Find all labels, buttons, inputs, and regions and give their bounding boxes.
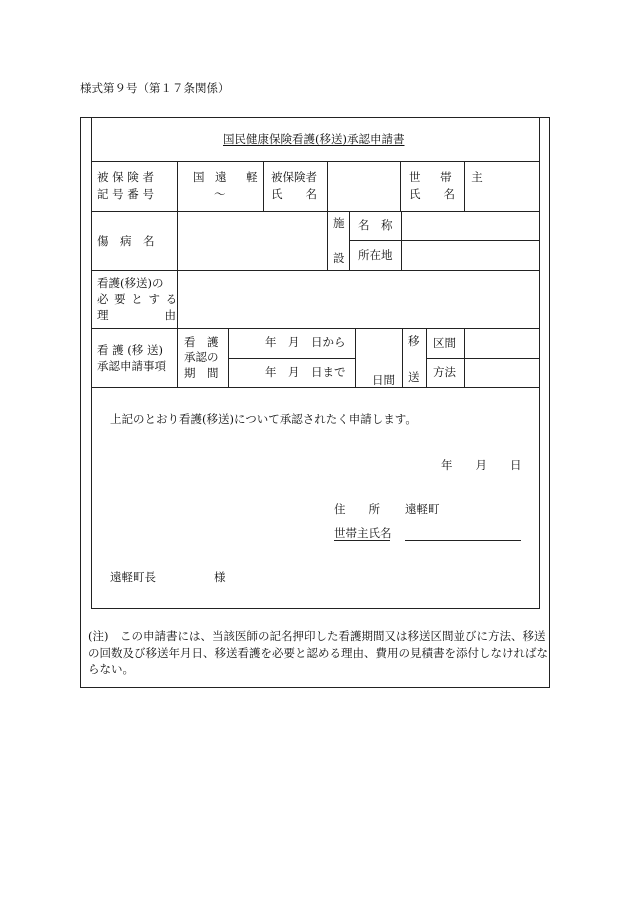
application-matters-label: 看 護 (移 送) — [97, 343, 163, 357]
application-matters-label: 承認申請事項 — [97, 359, 166, 373]
transfer-section-label: 区間 — [433, 336, 456, 350]
reason-label: 看護(移送)の — [97, 276, 164, 290]
table-row-line — [426, 358, 540, 359]
insured-name-label: 氏 名 — [271, 187, 317, 201]
approval-period-label: 承認の — [184, 350, 219, 364]
period-from: 年 月 日から — [265, 335, 346, 349]
application-date: 年 月 日 — [441, 458, 522, 472]
reason-label: 理 由 — [97, 308, 178, 322]
addressee: 遠軽町長 — [110, 570, 156, 584]
footnote: (注) この申請書には、当該医師の記名押印した看護期間又は移送区間並びに方法、移送の回数及び移送年月日、移送看護を必要と認める理由、費用の見積書を添付しなければならない。 — [88, 629, 548, 676]
householder-name-label: 世帯主氏名 — [334, 526, 392, 540]
householder-label: 世 帯 主 — [409, 170, 491, 184]
table-col-line — [464, 328, 465, 387]
period-days: 日間 — [372, 373, 395, 387]
table-col-line — [464, 161, 465, 211]
honorific: 様 — [214, 570, 226, 584]
tilde-mark: ～ — [214, 187, 226, 201]
table-col-line — [228, 328, 229, 387]
insured-name-label: 被保険者 — [271, 170, 317, 184]
table-col-line — [177, 161, 178, 387]
form-title: 国民健康保険看護(移送)承認申請書 — [223, 132, 405, 146]
table-col-line — [349, 211, 350, 270]
table-row-line — [91, 270, 540, 271]
facility-name-label: 名 称 — [358, 218, 393, 232]
insured-number-label: 記 号 番 号 — [97, 187, 154, 201]
facility-address-label: 所在地 — [358, 248, 393, 262]
table-row-line — [228, 358, 355, 359]
table-row-line — [91, 328, 540, 329]
town-label: 遠 軽 — [215, 170, 266, 184]
approval-period-label: 期 間 — [184, 366, 219, 380]
signature-line — [405, 540, 521, 541]
underline — [334, 540, 390, 541]
table-col-line — [400, 161, 401, 211]
table-col-line — [402, 328, 403, 387]
insured-number-label: 被 保 険 者 — [97, 170, 154, 184]
reason-label: 必 要 と す る — [97, 292, 179, 306]
table-border-bottom — [91, 387, 540, 388]
table-row-line — [349, 240, 540, 241]
approval-period-label: 看 護 — [184, 335, 219, 349]
table-col-line — [327, 211, 328, 270]
table-col-line — [426, 328, 427, 387]
illness-label: 傷 病 名 — [97, 234, 155, 248]
table-row-line — [91, 211, 540, 212]
period-to: 年 月 日まで — [265, 365, 346, 379]
kuni-label: 国 — [193, 170, 205, 184]
table-col-line — [263, 161, 264, 211]
transfer-method-label: 方法 — [433, 365, 456, 379]
form-number: 様式第９号（第１７条関係） — [80, 81, 230, 95]
applicant-address-label: 住 所 — [334, 502, 380, 516]
table-col-line — [401, 211, 402, 270]
table-col-line — [327, 161, 328, 211]
facility-label: 設 — [333, 251, 345, 265]
transfer-label: 移 — [408, 334, 420, 348]
transfer-label: 送 — [408, 370, 420, 384]
application-statement: 上記のとおり看護(移送)について承認されたく申請します。 — [110, 412, 417, 426]
applicant-address-value: 遠軽町 — [405, 502, 440, 516]
householder-label: 氏 名 — [409, 187, 455, 201]
table-border-top — [91, 161, 540, 162]
table-col-line — [355, 328, 356, 387]
facility-label: 施 — [333, 216, 345, 230]
